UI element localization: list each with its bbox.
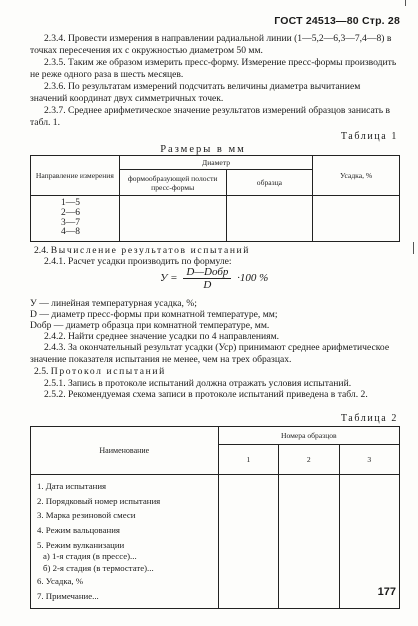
t2-rows <box>31 475 219 609</box>
para-2-4-1: 2.4.1. Расчет усадки производить по формуле: <box>44 256 232 267</box>
table-1-label: Таблица 1 <box>340 131 398 142</box>
t2-row-rubber: 3. Марка резиновой смеси <box>37 510 136 520</box>
margin-mark-top <box>405 0 406 6</box>
para-2-4-2: 2.4.2. Найти среднее значение усадки по 4 направлениям. <box>44 331 280 342</box>
t1-row-1: 1—5 <box>61 198 80 209</box>
t2-header-sample-1: 1 <box>218 445 278 475</box>
t2-header-sample-2: 2 <box>279 445 339 475</box>
heading-2-5-title: Протокол испытаний <box>50 366 166 377</box>
t2-row-shrinkage: 6. Усадка, % <box>37 576 84 586</box>
formula-fraction <box>183 266 231 291</box>
t2-header-sample-3: 3 <box>339 445 399 475</box>
formula-numerator: D—Dобр <box>183 266 231 279</box>
formula-denominator: D <box>203 279 212 291</box>
t1-header-mold: формообразующей полости пресс-формы <box>119 170 226 196</box>
t1-header-shrinkage: Усадка, % <box>313 156 400 196</box>
t2-row-stage-2: б) 2-я стадия (в термостате)... <box>43 563 154 573</box>
para-2-5-2: 2.5.2. Рекомендуемая схема записи в протоколе испытаний приведена в табл. 2. <box>44 389 368 400</box>
page-number: 177 <box>377 586 396 598</box>
t1-row-2: 2—6 <box>61 207 80 218</box>
table-2 <box>30 426 400 609</box>
formula-rhs: ·100 % <box>237 272 269 285</box>
t2-cell-1 <box>218 475 278 609</box>
t1-cell-mold <box>119 196 226 242</box>
heading-2-5-number: 2.5. <box>34 366 49 377</box>
margin-mark <box>413 242 414 254</box>
t2-row-number: 2. Порядковый номер испытания <box>37 495 161 506</box>
t2-row-vulcanization: 5. Режим вулканизации <box>37 540 125 550</box>
t1-header-sample: образца <box>226 170 313 196</box>
shrinkage-formula <box>160 266 268 291</box>
table-1-caption: Размеры в мм <box>160 144 246 155</box>
heading-2-4-title: Вычисление результатов испытаний <box>50 245 251 256</box>
t2-row-stage-1: а) 1-я стадия (в прессе)... <box>43 551 137 561</box>
para-2-3-6: 2.3.6. По результатам измерений подсчитать величины диаметра вычитанием значений координат двух симметричных точек. <box>30 81 361 104</box>
t1-rows <box>31 196 120 242</box>
def-d: D — диаметр пресс-формы при комнатной температуре, мм; <box>30 309 278 320</box>
t1-row-4: 4—8 <box>61 227 80 238</box>
def-dobr: Dобр — диаметр образца при комнатной температуре, мм. <box>30 320 270 331</box>
para-2-3-4: 2.3.4. Провести измерения в направлении радиальной линии (1—5,2—6,3—7,4—8) в точках пересечения их с окружностью диаметром 50 мм. <box>30 33 392 56</box>
para-2-5-1: 2.5.1. Запись в протоколе испытаний должна отражать условия испытаний. <box>44 378 352 389</box>
para-2-3-5: 2.3.5. Таким же образом измерить пресс-форму. Измерение пресс-формы производить не реже одного раза в шесть месяцев. <box>30 57 397 80</box>
table-1 <box>30 155 400 242</box>
t1-cell-sample <box>226 196 313 242</box>
para-2-3-7: 2.3.7. Среднее арифметическое значение результатов измерений образцов занисать в табл. 1. <box>30 105 391 128</box>
t2-header-name: Наименование <box>31 427 219 475</box>
heading-2-4-number: 2.4. <box>34 245 49 256</box>
t1-header-direction: Направление измерения <box>31 156 120 196</box>
t1-header-diameter: Диаметр <box>119 156 312 170</box>
t1-cell-shrinkage <box>313 196 400 242</box>
t2-header-samples: Номера образцов <box>218 427 399 445</box>
para-2-4-3: 2.4.3. За окончательный результат усадки (Уср) принимают среднее арифметическое значение показателя испытания не менее, чем на трех образцах. <box>30 342 390 365</box>
t2-row-note: 7. Примечание... <box>37 590 99 601</box>
def-y: У — линейная температурная усадка, %; <box>30 298 197 309</box>
table-2-label: Таблица 2 <box>340 413 398 424</box>
t2-row-date: 1. Дата испытания <box>37 481 107 491</box>
t2-cell-2 <box>279 475 339 609</box>
page-header: ГОСТ 24513—80 Стр. 28 <box>274 15 400 27</box>
t1-row-3: 3—7 <box>61 217 80 228</box>
formula-lhs: У = <box>160 272 178 285</box>
t2-row-milling: 4. Режим вальцования <box>37 524 120 535</box>
heading-2-5 <box>34 366 402 378</box>
